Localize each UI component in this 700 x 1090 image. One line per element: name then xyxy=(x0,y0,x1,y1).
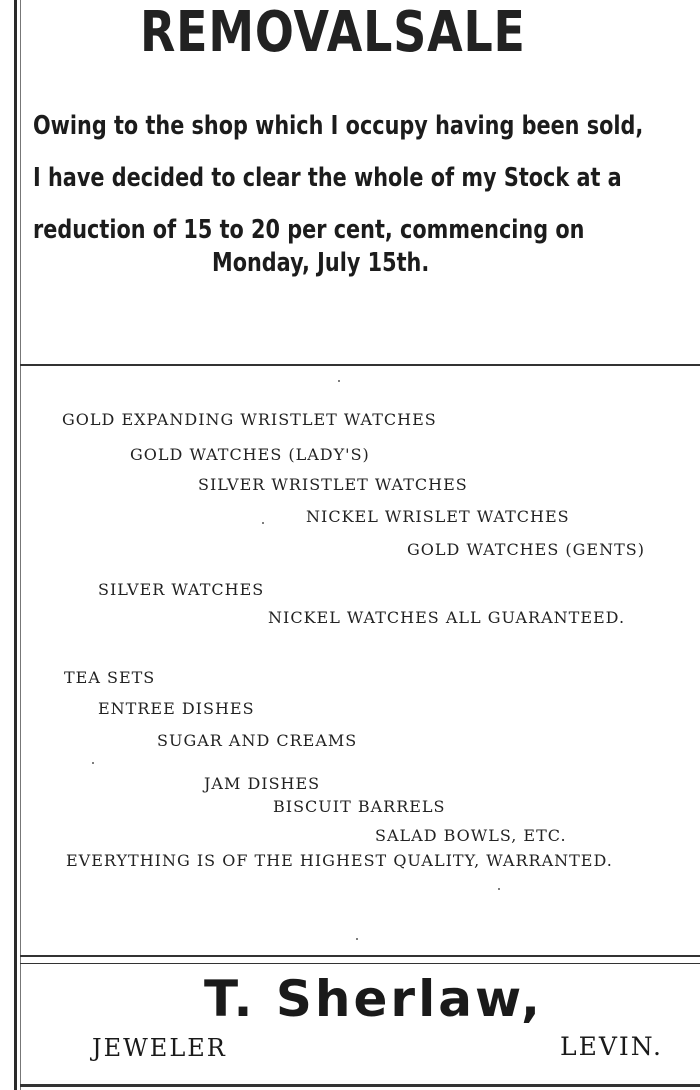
watch-item: SILVER WATCHES xyxy=(98,580,265,599)
section-divider-bottom-thin xyxy=(20,963,700,964)
print-speck xyxy=(338,380,340,382)
left-border-rule-inner xyxy=(20,0,21,1090)
headline xyxy=(140,0,525,64)
watch-item: GOLD WATCHES (GENTS) xyxy=(407,540,645,559)
section-divider-bottom xyxy=(20,955,700,957)
silverware-item: SUGAR AND CREAMS xyxy=(157,731,358,750)
merchant-name: T. Sherlaw, xyxy=(204,970,543,1028)
silverware-item: ENTREE DISHES xyxy=(98,699,255,718)
intro-line-3: reduction of 15 to 20 per cent, commencing on xyxy=(33,215,585,245)
watch-item: NICKEL WRISLET WATCHES xyxy=(306,507,570,526)
watch-item: SILVER WRISTLET WATCHES xyxy=(198,475,468,494)
silverware-item: TEA SETS xyxy=(64,668,156,687)
silverware-item: BISCUIT BARRELS xyxy=(273,797,446,816)
watch-item: GOLD EXPANDING WRISTLET WATCHES xyxy=(62,410,437,429)
page-bottom-rule xyxy=(20,1084,700,1087)
left-border-rule xyxy=(14,0,17,1090)
silverware-item: SALAD BOWLS, ETC. xyxy=(375,826,567,845)
merchant-trade: JEWELER xyxy=(92,1034,227,1062)
headline-removal: REMOVAL xyxy=(140,0,394,65)
merchant-town: LEVIN. xyxy=(560,1032,664,1061)
print-speck xyxy=(356,938,358,940)
watch-item: GOLD WATCHES (LADY'S) xyxy=(130,445,370,464)
watch-item: NICKEL WATCHES ALL GUARANTEED. xyxy=(268,608,626,627)
print-speck xyxy=(262,522,264,524)
headline-sale: SALE xyxy=(393,0,526,65)
quality-statement: EVERYTHING IS OF THE HIGHEST QUALITY, WARRANTED. xyxy=(66,851,613,870)
intro-line-2: I have decided to clear the whole of my Stock at a xyxy=(33,163,622,193)
section-divider-top xyxy=(20,364,700,366)
print-speck xyxy=(92,762,94,764)
intro-line-1: Owing to the shop which I occupy having been sold, xyxy=(33,111,644,141)
print-speck xyxy=(498,888,500,890)
intro-line-4: Monday, July 15th. xyxy=(212,248,430,278)
silverware-item: JAM DISHES xyxy=(204,774,321,793)
intro-paragraph xyxy=(33,100,644,256)
